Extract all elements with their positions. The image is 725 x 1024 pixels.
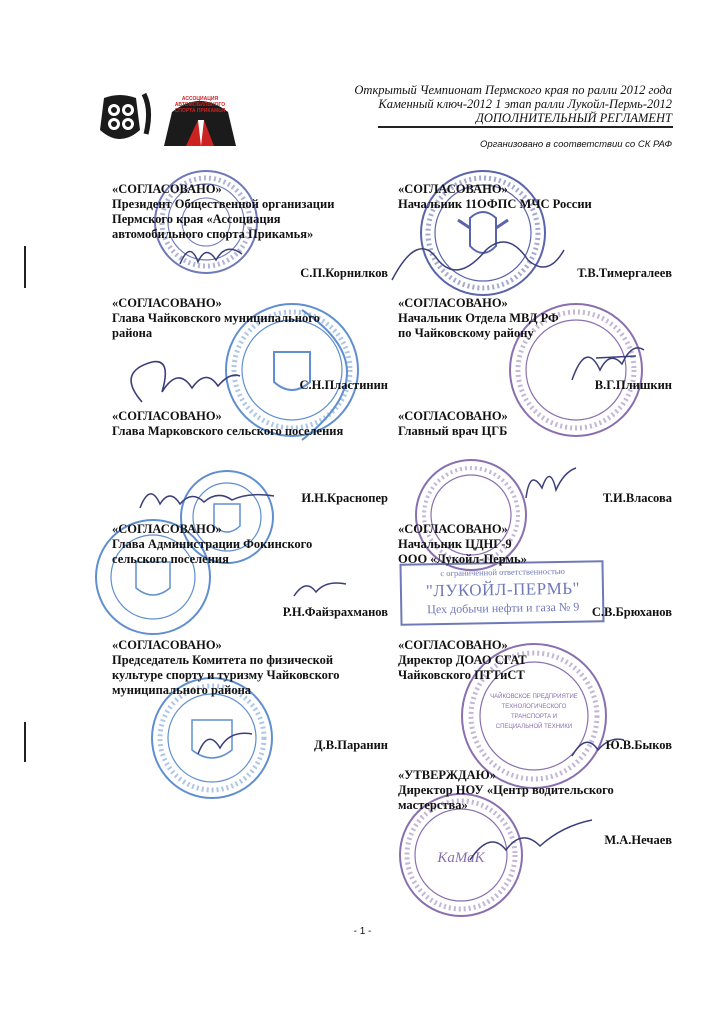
margin-mark-bottom: [24, 722, 26, 762]
approval-block-sport-committee: [112, 638, 402, 698]
block-title: «СОГЛАСОВАНО»: [398, 638, 508, 652]
block-title: «СОГЛАСОВАНО»: [112, 522, 222, 536]
block-line: Начальник Отдела МВД РФ: [398, 311, 559, 325]
approval-block-association: [112, 182, 392, 242]
federation-logo: [100, 94, 149, 139]
block-title: «СОГЛАСОВАНО»: [398, 182, 508, 196]
block-line: автомобильного спорта Прикамья»: [112, 227, 314, 241]
block-line: Чайковского ПТТиСТ: [398, 668, 525, 682]
svg-text:АВТОМОБИЛЬНОГО: АВТОМОБИЛЬНОГО: [174, 102, 226, 108]
block-line: по Чайковскому району: [398, 326, 534, 340]
svg-text:АССОЦИАЦИЯ: АССОЦИАЦИЯ: [181, 96, 219, 102]
header-line-2: Каменный ключ-2012 1 этап ралли Лукойл-Пермь-2012: [378, 97, 672, 111]
svg-text:ТРАНСПОРТА И: ТРАНСПОРТА И: [510, 714, 558, 720]
signer-name-plastinin: С.Н.Пластинин: [299, 378, 388, 392]
stamp-line-3: Цех добычи нефти и газа № 9: [427, 599, 580, 617]
signer-name-bryukhanov: С.В.Брюханов: [591, 605, 672, 619]
approval-block-driving-center: [398, 768, 678, 813]
signer-name-nechaev: М.А.Нечаев: [604, 833, 672, 847]
page-number: - 1 -: [353, 926, 372, 937]
block-line: Пермского края «Ассоциация: [112, 212, 281, 226]
logos: [100, 90, 240, 150]
approval-block-hospital: [398, 409, 678, 439]
block-line: Глава Администрации Фокинского: [112, 537, 313, 551]
block-title: «СОГЛАСОВАНО»: [112, 638, 222, 652]
signer-name-krasnoper: И.Н.Краснопер: [301, 491, 388, 505]
signer-name-vlasova: Т.И.Власова: [602, 491, 672, 505]
header-rule: [378, 126, 673, 128]
document-header: [354, 83, 672, 125]
signature-fayzrakhmanov: [290, 572, 350, 602]
approval-block-mchs: [398, 182, 678, 212]
approval-block-sgat: [398, 638, 678, 683]
header-line-1: Открытый Чемпионат Пермского края по ралли 2012 года: [354, 83, 672, 97]
block-title: «СОГЛАСОВАНО»: [398, 296, 508, 310]
signer-name-timergaleev: Т.В.Тимергалеев: [577, 266, 672, 280]
stamp-line-1: с ограниченной ответственностью: [440, 565, 566, 579]
block-line: сельского поселения: [112, 552, 229, 566]
block-line: муниципального района: [112, 683, 252, 697]
association-logo: [164, 96, 236, 146]
approval-block-chaikovsky: [112, 296, 392, 341]
header-subtitle: Организовано в соответствии со СК РАФ: [479, 139, 672, 150]
stamp-line-2: "ЛУКОЙЛ-ПЕРМЬ": [425, 578, 581, 601]
signer-name-bykov: Ю.В.Быков: [605, 738, 672, 752]
block-line: ООО «Лукойл-Пермь»: [398, 552, 527, 566]
block-line: культуре спорту и туризму Чайковского: [112, 668, 340, 682]
block-line: Глава Чайковского муниципального: [112, 311, 320, 325]
signer-name-plishkin: В.Г.Плишкин: [594, 378, 672, 392]
block-line: района: [112, 326, 153, 340]
signer-name-paranin: Д.В.Паранин: [314, 738, 388, 752]
svg-text:КаМаК: КаМаК: [437, 850, 485, 866]
block-line: Глава Марковского сельского поселения: [112, 424, 344, 438]
block-line: Директор ДОАО СГАТ: [398, 653, 527, 667]
approval-block-lukoil: [398, 522, 678, 567]
block-title: «СОГЛАСОВАНО»: [398, 409, 508, 423]
block-title: «СОГЛАСОВАНО»: [112, 409, 222, 423]
block-title: «СОГЛАСОВАНО»: [112, 296, 222, 310]
block-title: «СОГЛАСОВАНО»: [112, 182, 222, 196]
svg-text:ТЕХНОЛОГИЧЕСКОГО: ТЕХНОЛОГИЧЕСКОГО: [501, 704, 567, 710]
approval-block-mvd: [398, 296, 678, 341]
approval-block-fokinskoe: [112, 522, 392, 567]
svg-text:ЧАЙКОВСКОЕ ПРЕДПРИЯТИЕ: ЧАЙКОВСКОЕ ПРЕДПРИЯТИЕ: [490, 694, 578, 700]
svg-text:СПОРТА ПРИКАМЬЯ: СПОРТА ПРИКАМЬЯ: [174, 108, 226, 114]
approval-block-markovskoe: [112, 409, 402, 439]
block-line: Главный врач ЦГБ: [398, 424, 508, 438]
signer-name-kornilkov: С.П.Корнилков: [300, 266, 388, 280]
header-line-3: ДОПОЛНИТЕЛЬНЫЙ РЕГЛАМЕНТ: [475, 111, 672, 125]
svg-text:СПЕЦИАЛЬНОЙ ТЕХНИКИ: СПЕЦИАЛЬНОЙ ТЕХНИКИ: [495, 724, 573, 730]
block-line: Директор НОУ «Центр водительского: [398, 783, 614, 797]
block-line: Председатель Комитета по физической: [112, 653, 334, 667]
block-line: мастерства»: [398, 798, 468, 812]
signer-name-fayzrakhmanov: Р.Н.Файзрахманов: [282, 605, 388, 619]
margin-mark-top: [24, 246, 26, 288]
block-line: Начальник ЦДНГ-9: [398, 537, 512, 551]
block-title: «УТВЕРЖДАЮ»: [398, 768, 496, 782]
block-title: «СОГЛАСОВАНО»: [398, 522, 508, 536]
block-line: Начальник 11ОФПС МЧС России: [398, 197, 592, 211]
block-line: Президент Общественной организации: [112, 197, 335, 211]
